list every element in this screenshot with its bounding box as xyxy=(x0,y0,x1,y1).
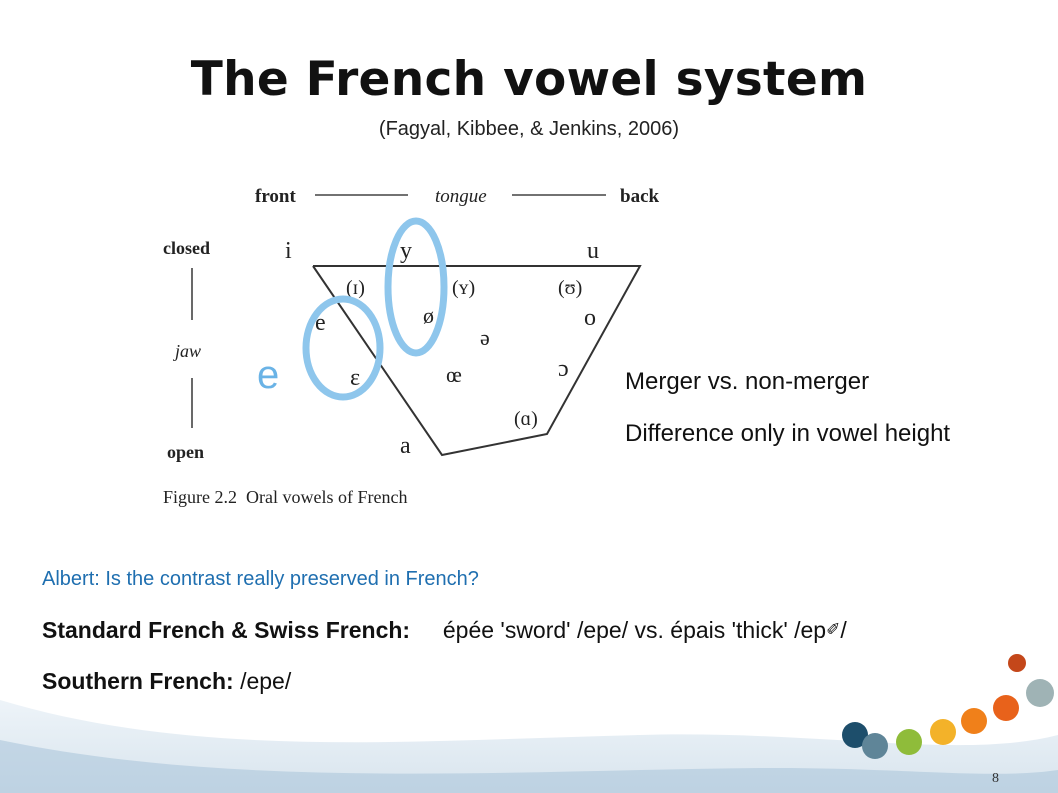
page-title: The French vowel system xyxy=(190,52,868,107)
decorative-dot xyxy=(961,708,987,734)
vowel-trapezoid-figure xyxy=(150,170,680,520)
standard-french-text: épée 'sword' /epe/ vs. épais 'thick' /ep xyxy=(442,617,827,643)
southern-french-example xyxy=(42,668,291,695)
vowel-oe-ligature: œ xyxy=(446,362,462,387)
vowel-o: o xyxy=(584,305,596,331)
albert-question: Albert: Is the contrast really preserved in French? xyxy=(42,568,479,590)
axis-label-jaw: jaw xyxy=(175,341,202,361)
southern-french-text: /epe/ xyxy=(240,668,292,694)
vowel-epsilon: ɛ xyxy=(350,365,361,391)
decorative-dot xyxy=(896,729,922,755)
axis-label-front: front xyxy=(255,186,296,207)
pencil-icon: ✐ xyxy=(826,620,841,640)
citation-subtitle: (Fagyal, Kibbee, & Jenkins, 2006) xyxy=(378,118,680,140)
decorative-dot xyxy=(930,719,956,745)
vowel-a: a xyxy=(400,433,411,459)
vowel-lax-y: (ʏ) xyxy=(452,277,476,299)
decorative-dot xyxy=(993,695,1019,721)
vowel-o-slash: ø xyxy=(423,303,434,328)
note-merger: Merger vs. non-merger xyxy=(625,368,870,395)
vowel-schwa: ə xyxy=(480,325,490,350)
standard-french-label: Standard French & Swiss French: xyxy=(42,617,411,643)
vowel-i: i xyxy=(285,238,292,264)
vowel-lax-i: (ɪ) xyxy=(346,277,365,299)
figure-caption: Figure 2.2 Oral vowels of French xyxy=(163,487,408,507)
standard-french-example xyxy=(42,617,847,644)
axis-label-open: open xyxy=(167,442,205,462)
decorative-dot xyxy=(862,733,888,759)
axis-label-closed: closed xyxy=(163,238,210,258)
axis-label-tongue: tongue xyxy=(435,186,487,207)
vowel-y: y xyxy=(400,238,412,264)
highlight-circle-y-o-slash xyxy=(388,221,444,353)
vowel-open-o: ɔ xyxy=(558,356,569,382)
decorative-dot xyxy=(1026,679,1054,707)
note-vowel-height: Difference only in vowel height xyxy=(625,420,951,447)
standard-french-end: / xyxy=(840,617,847,643)
southern-french-label: Southern French: xyxy=(42,668,234,694)
highlight-vowel-e: e xyxy=(257,353,280,397)
page-number: 8 xyxy=(992,771,999,786)
vowel-lax-u: (ʊ) xyxy=(558,277,583,299)
vowel-alpha: (ɑ) xyxy=(514,408,538,430)
axis-label-back: back xyxy=(620,186,660,207)
vowel-u: u xyxy=(587,238,599,264)
vowel-e: e xyxy=(315,310,326,336)
decorative-dot xyxy=(1008,654,1026,672)
